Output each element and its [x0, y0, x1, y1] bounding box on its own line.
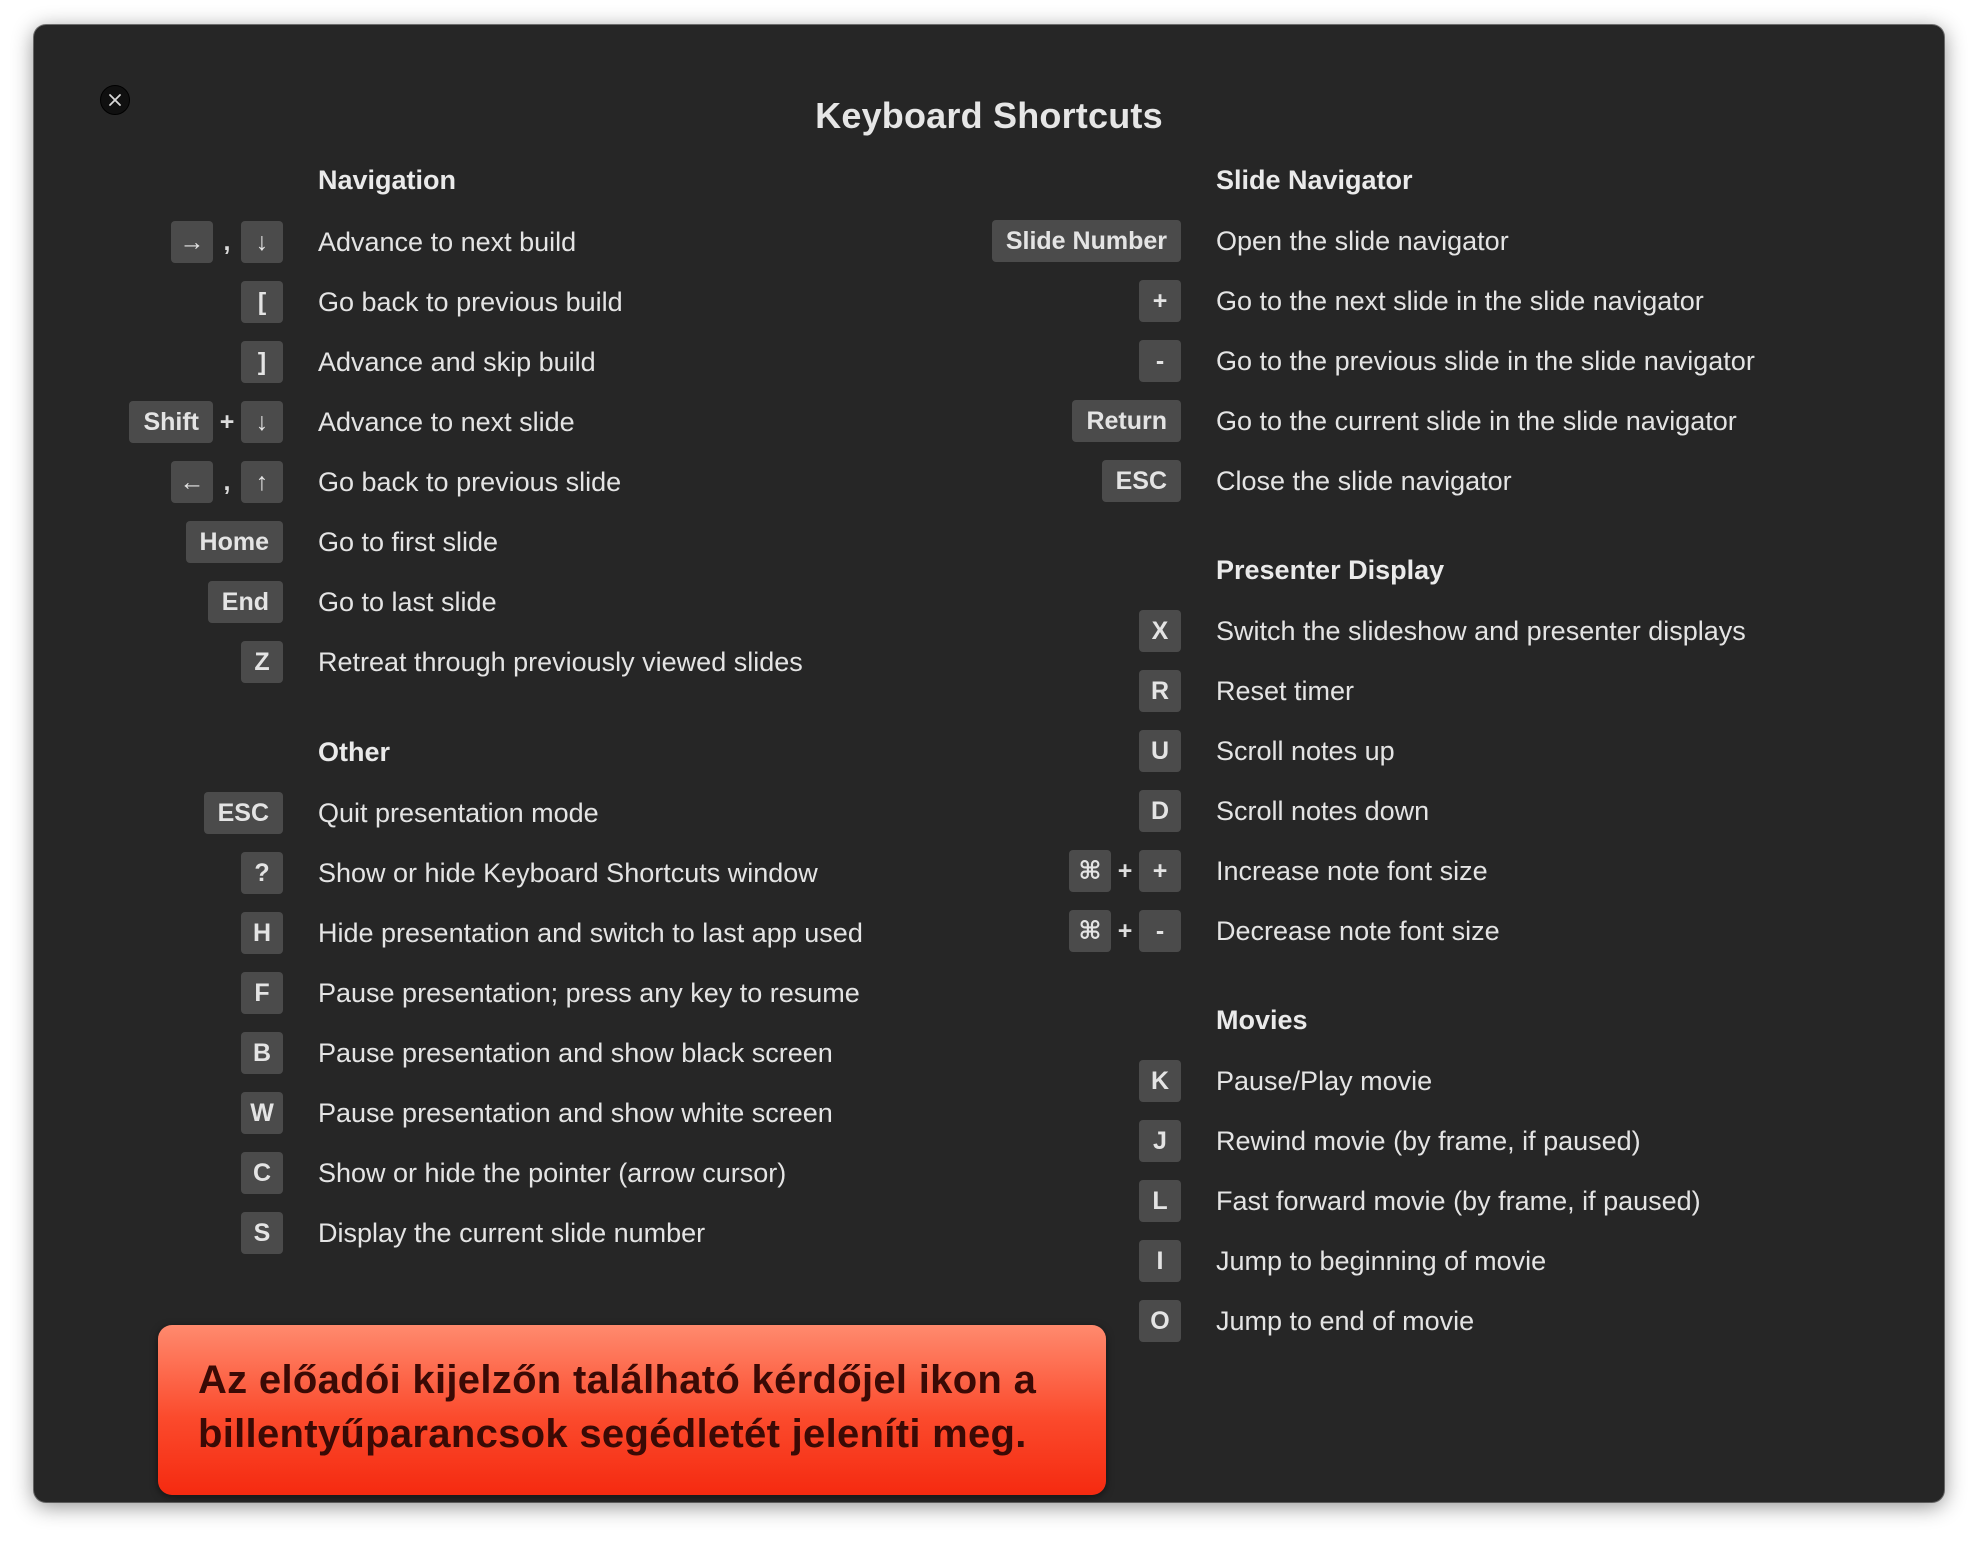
shortcut-keys: [1069, 909, 1181, 953]
shortcut-description: Fast forward movie (by frame, if paused): [1216, 1186, 1701, 1216]
shortcut-description: Show or hide Keyboard Shortcuts window: [318, 858, 818, 888]
shortcut-description: Pause presentation and show white screen: [318, 1098, 833, 1128]
key-plus: +: [1139, 850, 1181, 892]
shortcut-description: Jump to beginning of movie: [1216, 1246, 1547, 1276]
shortcut-row: [34, 729, 1944, 773]
key-w: W: [241, 1092, 283, 1134]
key-h: H: [241, 912, 283, 954]
shortcut-description: Pause/Play movie: [1216, 1066, 1433, 1096]
shortcut-keys: [1139, 729, 1181, 773]
shortcut-row: [34, 520, 1944, 564]
key-minus: -: [1139, 910, 1181, 952]
shortcut-description: Decrease note font size: [1216, 916, 1500, 946]
key-u: U: [1139, 730, 1181, 772]
section-heading-slide-navigator: Slide Navigator: [1216, 165, 1413, 195]
shortcut-description: Jump to end of movie: [1216, 1306, 1475, 1336]
key-home: Home: [186, 521, 283, 563]
shortcut-description: Go to last slide: [318, 587, 497, 617]
shortcut-row: [34, 849, 1944, 893]
callout-line-2: billentyűparancsok segédletét jeleníti meg.: [198, 1412, 1027, 1456]
shortcut-row: [34, 609, 1944, 653]
key-o: O: [1139, 1300, 1181, 1342]
shortcut-row: [34, 219, 1944, 263]
info-callout: [158, 1325, 1106, 1495]
key-z: Z: [241, 641, 283, 683]
shortcut-row: [34, 669, 1944, 713]
shortcut-description: Pause presentation; press any key to resume: [318, 978, 860, 1008]
key-separator-plus: +: [1117, 916, 1133, 945]
shortcut-description: Scroll notes down: [1216, 796, 1430, 826]
key-command: ⌘: [1069, 910, 1111, 952]
key-plus: +: [1139, 280, 1181, 322]
shortcut-description: Go back to previous slide: [318, 467, 622, 497]
shortcut-keys: [1139, 669, 1181, 713]
shortcut-description: Hide presentation and switch to last app used: [318, 918, 863, 948]
shortcut-description: Scroll notes up: [1216, 736, 1395, 766]
key-c: C: [241, 1152, 283, 1194]
shortcut-keys: [1139, 1179, 1181, 1223]
key-separator-plus: +: [1117, 856, 1133, 885]
shortcut-description: Go to first slide: [318, 527, 499, 557]
shortcut-row: [34, 909, 1944, 953]
key-f: F: [241, 972, 283, 1014]
shortcut-description: Rewind movie (by frame, if paused): [1216, 1126, 1641, 1156]
shortcut-description: Go to the next slide in the slide navigator: [1216, 286, 1704, 316]
key-esc: ESC: [204, 792, 283, 834]
shortcut-row: [34, 339, 1944, 383]
shortcut-description: Go to the previous slide in the slide navigator: [1216, 346, 1755, 376]
shortcut-keys: [1139, 789, 1181, 833]
key-down-arrow: ↓: [241, 401, 283, 443]
shortcut-keys: [1069, 849, 1181, 893]
key-minus: -: [1139, 340, 1181, 382]
shortcut-keys: [241, 971, 283, 1015]
shortcut-description: Go back to previous build: [318, 287, 623, 317]
key-separator-plus: +: [219, 407, 235, 436]
shortcut-row: [34, 971, 1944, 1015]
section-heading-navigation: Navigation: [318, 165, 457, 195]
shortcut-description: Reset timer: [1216, 676, 1355, 706]
key-left-arrow: ←: [171, 461, 213, 503]
shortcut-keys: [1072, 399, 1181, 443]
shortcut-keys: [992, 219, 1181, 263]
key-x: X: [1139, 610, 1181, 652]
shortcut-description: Increase note font size: [1216, 856, 1488, 886]
shortcut-description: Advance and skip build: [318, 347, 596, 377]
shortcut-description: Retreat through previously viewed slides: [318, 647, 803, 677]
shortcut-description: Close the slide navigator: [1216, 466, 1512, 496]
shortcut-keys: [1139, 609, 1181, 653]
key-down-arrow: ↓: [241, 221, 283, 263]
key-j: J: [1139, 1120, 1181, 1162]
key-end: End: [208, 581, 283, 623]
shortcut-description: Open the slide navigator: [1216, 226, 1509, 256]
shortcut-description: Switch the slideshow and presenter displays: [1216, 616, 1746, 646]
shortcut-description: Advance to next build: [318, 227, 577, 257]
shortcut-keys: [1139, 279, 1181, 323]
key-esc: ESC: [1102, 460, 1181, 502]
section-heading-other: Other: [318, 737, 391, 767]
shortcut-row: [34, 1239, 1944, 1283]
shortcut-description: Advance to next slide: [318, 407, 575, 437]
section-heading-movies: Movies: [1216, 1005, 1308, 1035]
key-return: Return: [1072, 400, 1181, 442]
shortcut-keys: [1139, 1299, 1181, 1343]
key-question-mark: ?: [241, 852, 283, 894]
shortcut-description: Show or hide the pointer (arrow cursor): [318, 1158, 787, 1188]
shortcut-description: Pause presentation and show black screen: [318, 1038, 833, 1068]
key-r: R: [1139, 670, 1181, 712]
shortcut-row: [34, 459, 1944, 503]
shortcut-description: Quit presentation mode: [318, 798, 599, 828]
key-separator-comma: ,: [223, 227, 231, 256]
shortcut-row: [34, 1119, 1944, 1163]
key-l: L: [1139, 1180, 1181, 1222]
shortcut-row: [34, 1179, 1944, 1223]
key-b: B: [241, 1032, 283, 1074]
shortcut-keys: [1139, 1059, 1181, 1103]
key-right-arrow: →: [171, 221, 213, 263]
shortcut-keys: [1102, 459, 1181, 503]
section-heading-presenter-display: Presenter Display: [1216, 555, 1445, 585]
key-d: D: [1139, 790, 1181, 832]
dialog-title: Keyboard Shortcuts: [815, 95, 1163, 136]
shortcut-keys: [1139, 1239, 1181, 1283]
callout-line-1: Az előadói kijelzőn található kérdőjel ikon a: [198, 1358, 1037, 1402]
shortcut-row: [34, 1059, 1944, 1103]
shortcut-keys: [186, 520, 283, 564]
shortcut-description: Display the current slide number: [318, 1218, 706, 1248]
key-separator-comma: ,: [223, 467, 231, 496]
keyboard-shortcuts-window: [34, 25, 1944, 1502]
key-slide-number: Slide Number: [992, 220, 1181, 262]
shortcut-row: [34, 789, 1944, 833]
key-command: ⌘: [1069, 850, 1111, 892]
key-k: K: [1139, 1060, 1181, 1102]
key-shift: Shift: [129, 401, 213, 443]
shortcut-row: [34, 399, 1944, 443]
key-i: I: [1139, 1240, 1181, 1282]
shortcut-keys: [1139, 1119, 1181, 1163]
key-left-bracket: [: [241, 281, 283, 323]
key-s: S: [241, 1212, 283, 1254]
shortcut-keys: [1139, 339, 1181, 383]
key-right-bracket: ]: [241, 341, 283, 383]
shortcut-row: [34, 279, 1944, 323]
key-up-arrow: ↑: [241, 461, 283, 503]
shortcut-description: Go to the current slide in the slide navigator: [1216, 406, 1737, 436]
